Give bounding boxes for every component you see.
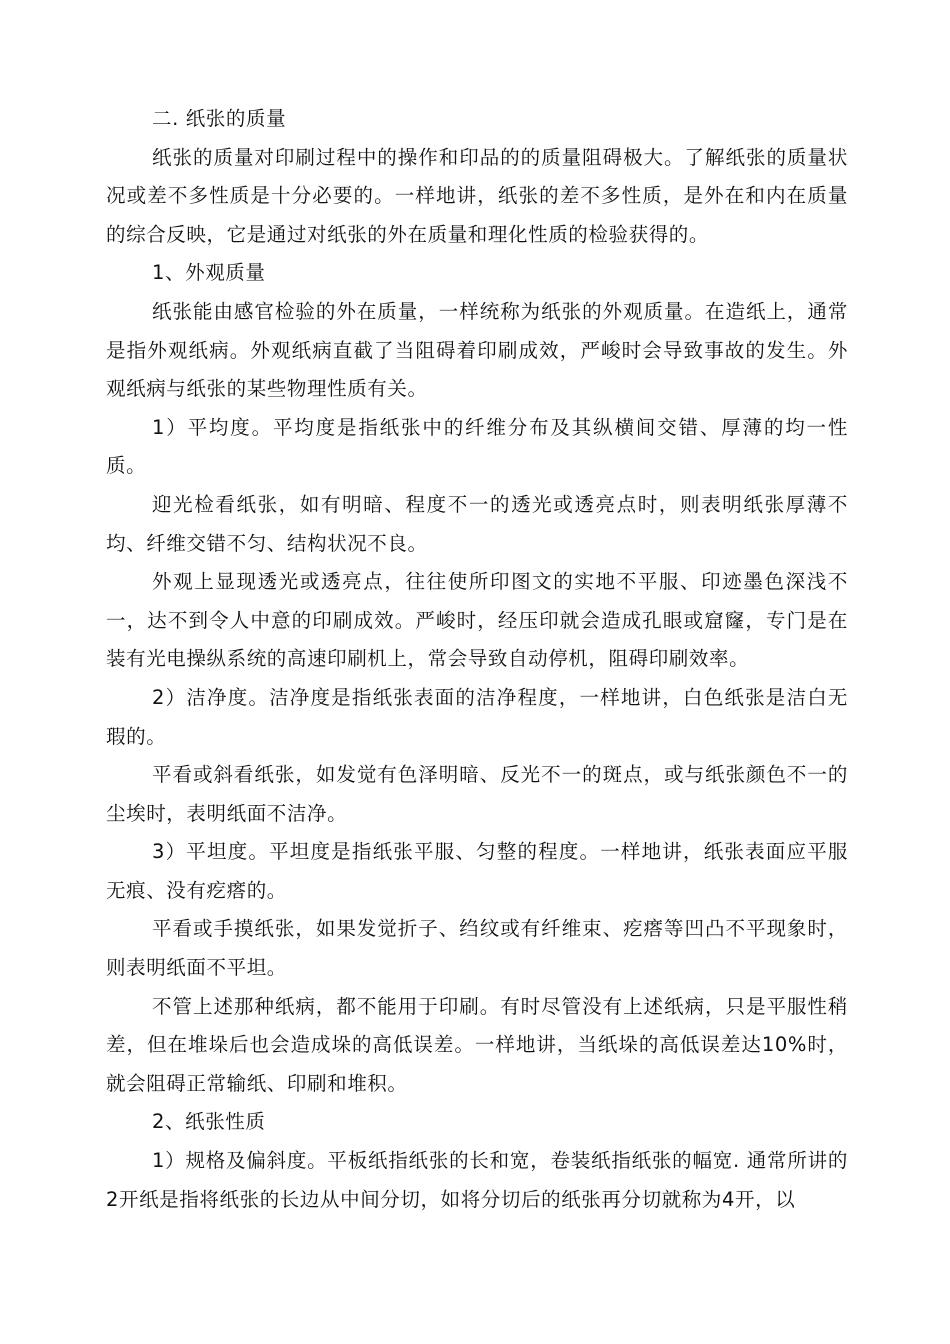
paragraph: 1）规格及偏斜度。平板纸指纸张的长和宽，卷装纸指纸张的幅宽. 通常所讲的2开纸是指将纸张的长边从中间分切，如将分切后的纸张再分切就称为4开，以	[106, 1149, 848, 1211]
paragraph: 1）平均度。平均度是指纸张中的纤维分布及其纵横间交错、厚薄的均一性质。	[106, 415, 848, 478]
paragraph: 3）平坦度。平坦度是指纸张平服、匀整的程度。一样地讲，纸张表面应平服无痕、没有疙瘩的。	[106, 840, 848, 902]
section-heading: 二. 纸张的质量	[152, 107, 287, 130]
paragraph: 外观上显现透光或透亮点，往往使所印图文的实地不平服、印迹墨色深浅不一，达不到令人中意的印刷成效。严峻时，经压印就会造成孔眼或窟窿，专门是在装有光电操纵系统的高速印刷机上，常会导致自动停机，阻碍印刷效率。	[106, 570, 848, 671]
paragraph: 2）洁净度。洁净度是指纸张表面的洁净程度，一样地讲，白色纸张是洁白无瑕的。	[106, 685, 848, 748]
paragraph: 迎光检看纸张，如有明暗、程度不一的透光或透亮点时，则表明纸张厚薄不均、纤维交错不匀、结构状况不良。	[106, 492, 848, 555]
paragraph: 不管上述那种纸病，都不能用于印刷。有时尽管没有上述纸病，只是平服性稍差，但在堆垛后也会造成垛的高低误差。一样地讲，当纸垛的高低误差达10%时，就会阻碍正常输纸、印刷和堆积。	[106, 994, 848, 1095]
subsection-heading: 2、纸张性质	[152, 1110, 266, 1134]
paragraph: 平看或斜看纸张，如发觉有色泽明暗、反光不一的斑点，或与纸张颜色不一的尘埃时，表明纸面不洁净。	[106, 763, 848, 825]
paragraph: 纸张的质量对印刷过程中的操作和印品的的质量阻碍极大。了解纸张的质量状况或差不多性质是十分必要的。一样地讲，纸张的差不多性质，是外在和内在质量的综合反映，它是通过对纸张的外在质量和理化性质的检验获得的。	[106, 145, 848, 246]
subsection-heading: 1、外观质量	[152, 261, 266, 285]
body-text	[106, 100, 848, 1219]
paragraph: 平看或手摸纸张，如果发觉折子、绉纹或有纤维束、疙瘩等凹凸不平现象时，则表明纸面不平坦。	[106, 917, 848, 980]
paragraph: 纸张能由感官检验的外在质量，一样统称为纸张的外观质量。在造纸上，通常是指外观纸病。外观纸病直截了当阻碍着印刷成效，严峻时会导致事故的发生。外观纸病与纸张的某些物理性质有关。	[106, 299, 848, 401]
